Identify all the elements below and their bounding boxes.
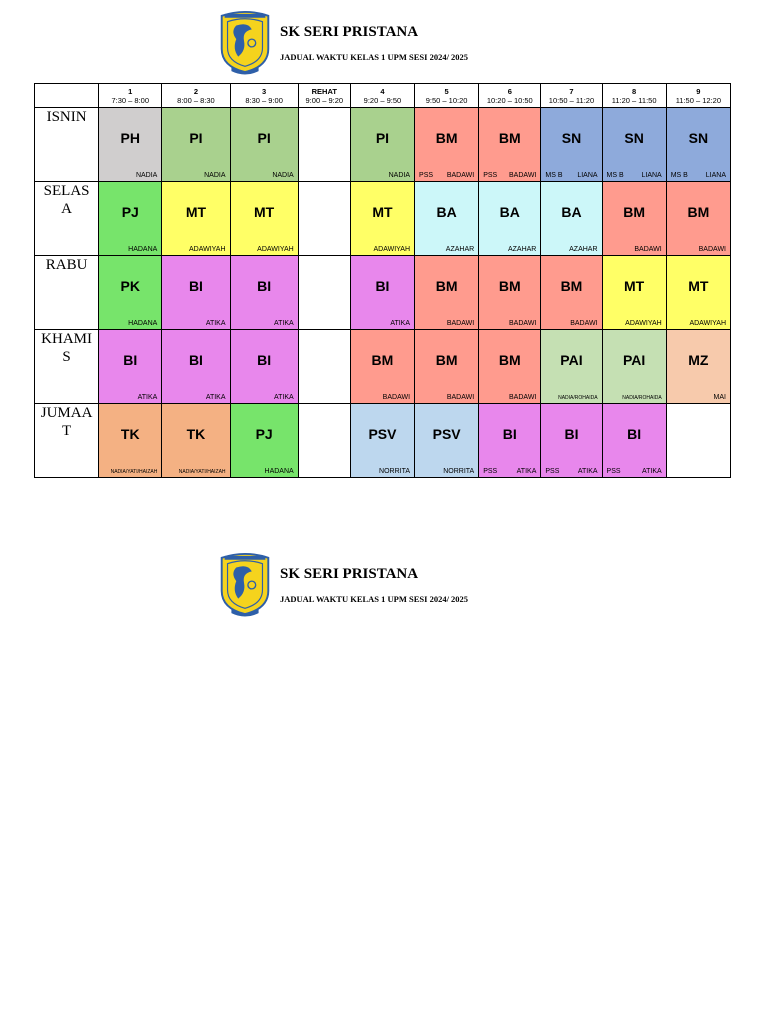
subject-code: TK [120,426,140,442]
lesson-cell [602,256,666,330]
lesson-cell [350,404,414,478]
period-time: 9:00 – 9:20 [305,95,344,105]
period-time: 8:30 – 9:00 [245,95,283,105]
teacher-name: NADIA/ROHAIDA [558,395,598,401]
teacher-name: ADAWIYAH [257,246,294,253]
period-time: 10:20 – 10:50 [486,95,533,105]
subject-code: SN [561,130,582,146]
subject-code: BI [123,352,138,368]
period-time: 11:20 – 11:50 [611,95,657,105]
day-row-selasa [35,182,731,256]
teacher-name: ATIKA [274,320,294,327]
subject-code: TK [186,426,206,442]
lesson-cell [162,108,230,182]
lesson-cell [541,404,602,478]
lesson-cell [415,256,479,330]
room-label: MS B [670,172,688,179]
room-label: MS B [545,172,563,179]
period-header-4 [298,84,350,108]
period-time: 8:00 – 8:30 [177,95,215,105]
teacher-name: ATIKA [137,394,158,401]
period-number: 9 [696,86,701,96]
period-number: 3 [262,86,267,96]
lesson-cell [298,330,350,404]
subject-code: BA [436,204,457,220]
lesson-cell [541,330,602,404]
subject-code: BM [498,278,521,294]
day-label-cell [35,404,99,478]
room-label: PSS [483,172,498,179]
lesson-cell [298,256,350,330]
subject-code: MT [254,204,275,220]
period-header-8 [541,84,602,108]
teacher-name: ATIKA [205,320,226,327]
school-name: SK SERI PRISTANA [280,566,419,582]
lesson-cell [541,256,602,330]
lesson-cell [230,256,298,330]
header [218,10,638,80]
lesson-cell [99,404,162,478]
day-label: SELASA [43,183,90,217]
lesson-cell [602,330,666,404]
teacher-name: BADAWI [446,320,475,327]
teacher-name: AZAHAR [507,246,537,253]
room-label: PSS [419,172,434,179]
lesson-cell [479,256,541,330]
teacher-name: BADAWI [570,320,598,327]
teacher-name: LIANA [705,172,726,179]
subject-code: PH [120,130,140,146]
period-header-9 [602,84,666,108]
lesson-cell [479,108,541,182]
teacher-name: HADANA [128,320,158,327]
teacher-name: LIANA [641,172,662,179]
corner-cell [35,84,99,108]
lesson-cell [162,256,230,330]
lesson-cell [230,108,298,182]
subject-code: PK [120,278,140,294]
school-crest-icon [218,10,272,76]
teacher-name: BADAWI [509,320,537,327]
period-time: 11:50 – 12:20 [675,95,722,105]
room-label: PSS [545,468,560,475]
teacher-name: NADIA/ROHAIDA [622,395,662,401]
subject-code: PI [189,130,203,146]
subject-code: MZ [688,352,709,368]
subject-code: PJ [255,426,273,442]
day-label-cell [35,182,99,256]
teacher-name: LIANA [577,172,598,179]
lesson-cell [602,108,666,182]
period-header-10 [666,84,730,108]
lesson-cell [99,108,162,182]
period-number: 8 [632,86,637,96]
lesson-cell [479,182,541,256]
teacher-name: MAI [713,394,726,401]
subject-code: BM [560,278,583,294]
subject-code: MT [185,204,207,220]
lesson-cell [350,108,414,182]
period-header-3 [230,84,298,108]
lesson-cell [230,404,298,478]
subject-code: SN [624,130,644,146]
period-number: 7 [569,86,574,96]
subject-code: PJ [121,204,139,220]
teacher-name: NADIA/YATI/HAIZAH [110,469,158,475]
teacher-name: ATIKA [205,394,226,401]
day-label-cell [35,108,99,182]
subject-code: BM [435,130,458,146]
subject-code: BM [371,352,394,368]
period-header-2 [162,84,230,108]
teacher-name: BADAWI [509,394,537,401]
subject-code: BM [687,204,710,220]
period-number: REHAT [311,86,337,96]
period-header-6 [415,84,479,108]
lesson-cell [602,182,666,256]
teacher-name: ATIKA [390,320,411,327]
teacher-name: ATIKA [516,468,537,475]
teacher-name: NADIA [272,172,294,179]
day-label-cell [35,330,99,404]
day-row-khamis [35,330,731,404]
teacher-name: ATIKA [577,468,598,475]
subject-code: PAI [622,352,646,368]
teacher-name: AZAHAR [445,246,475,253]
subject-code: BA [561,204,582,220]
period-number: 5 [444,86,449,96]
teacher-name: BADAWI [446,394,475,401]
lesson-cell [162,404,230,478]
period-number: 4 [380,86,385,96]
lesson-cell [415,182,479,256]
subject-code: PI [375,130,390,146]
period-number: 6 [507,86,512,96]
teacher-name: NADIA [388,172,411,179]
day-label: RABU [45,257,88,273]
lesson-cell [415,108,479,182]
period-number: 2 [193,86,199,96]
period-time: 9:20 – 9:50 [363,95,402,105]
teacher-name: BADAWI [446,172,475,179]
subject-code: BM [435,278,458,294]
teacher-name: HADANA [128,246,158,253]
teacher-name: NORRITA [443,468,475,475]
day-row-rabu [35,256,731,330]
lesson-cell [298,108,350,182]
lesson-cell [162,182,230,256]
teacher-name: NORRITA [379,468,411,475]
teacher-name: BADAWI [382,394,411,401]
subject-code: PAI [560,352,583,368]
teacher-name: ADAWIYAH [188,246,226,253]
subject-code: BM [623,204,646,220]
lesson-cell [350,330,414,404]
period-header-7 [479,84,541,108]
subject-code: BM [498,130,521,146]
teacher-name: BADAWI [509,172,537,179]
subject-code: BM [435,352,458,368]
lesson-cell [666,256,730,330]
lesson-cell [415,404,479,478]
subject-code: BI [257,352,272,368]
timetable-subtitle: JADUAL WAKTU KELAS 1 UPM SESI 2024/ 2025 [280,594,469,604]
period-time: 7:30 – 8:00 [111,95,150,105]
teacher-name: ADAWIYAH [373,246,411,253]
subject-code: PSV [432,426,461,442]
period-time: 9:50 – 10:20 [425,95,468,105]
teacher-name: AZAHAR [569,246,598,253]
subject-code: BI [502,426,517,442]
subject-code: BI [627,426,642,442]
subject-code: MT [624,278,645,294]
period-number: 1 [128,86,133,96]
teacher-name: NADIA [204,172,226,179]
lesson-cell [298,182,350,256]
teacher-name: HADANA [264,468,294,475]
lesson-cell [99,256,162,330]
lesson-cell [666,330,730,404]
lesson-cell [541,182,602,256]
lesson-cell [479,330,541,404]
lesson-cell [541,108,602,182]
period-header-row [35,84,731,108]
footer-header [218,552,638,622]
teacher-name: NADIA/YATI/HAIZAH [178,469,226,475]
lesson-cell [666,404,730,478]
teacher-name: ADAWIYAH [689,320,726,327]
day-label-cell [35,256,99,330]
room-label: MS B [606,172,624,179]
subject-code: BM [498,352,521,368]
subject-code: PI [257,130,271,146]
lesson-cell [230,330,298,404]
school-crest-icon [218,552,272,618]
subject-code: SN [688,130,709,146]
period-header-5 [350,84,414,108]
room-label: PSS [483,468,498,475]
subject-code: BI [564,426,579,442]
teacher-name: ATIKA [642,468,662,475]
subject-code: BI [257,278,272,294]
subject-code: BI [188,278,203,294]
subject-code: MT [372,204,393,220]
lesson-cell [666,108,730,182]
subject-code: BI [188,352,203,368]
subject-code: MT [688,278,709,294]
day-label: KHAMIS [41,331,92,365]
teacher-name: ATIKA [274,394,294,401]
timetable-subtitle: JADUAL WAKTU KELAS 1 UPM SESI 2024/ 2025 [280,52,469,62]
school-name: SK SERI PRISTANA [280,24,419,40]
day-row-isnin [35,108,731,182]
lesson-cell [350,182,414,256]
subject-code: BI [375,278,390,294]
teacher-name: ADAWIYAH [625,320,662,327]
day-label: ISNIN [46,109,87,125]
subject-code: PSV [368,426,397,442]
lesson-cell [415,330,479,404]
day-row-jumaat [35,404,731,478]
teacher-name: BADAWI [634,246,662,253]
period-header-1 [99,84,162,108]
timetable [34,83,731,478]
room-label: PSS [606,468,621,475]
lesson-cell [479,404,541,478]
lesson-cell [602,404,666,478]
lesson-cell [666,182,730,256]
period-time: 10:50 – 11:20 [548,95,595,105]
day-label: JUMAAT [40,405,93,439]
subject-code: BA [499,204,520,220]
lesson-cell [350,256,414,330]
lesson-cell [162,330,230,404]
lesson-cell [99,330,162,404]
lesson-cell [298,404,350,478]
teacher-name: NADIA [135,172,158,179]
lesson-cell [230,182,298,256]
teacher-name: BADAWI [698,246,726,253]
lesson-cell [99,182,162,256]
